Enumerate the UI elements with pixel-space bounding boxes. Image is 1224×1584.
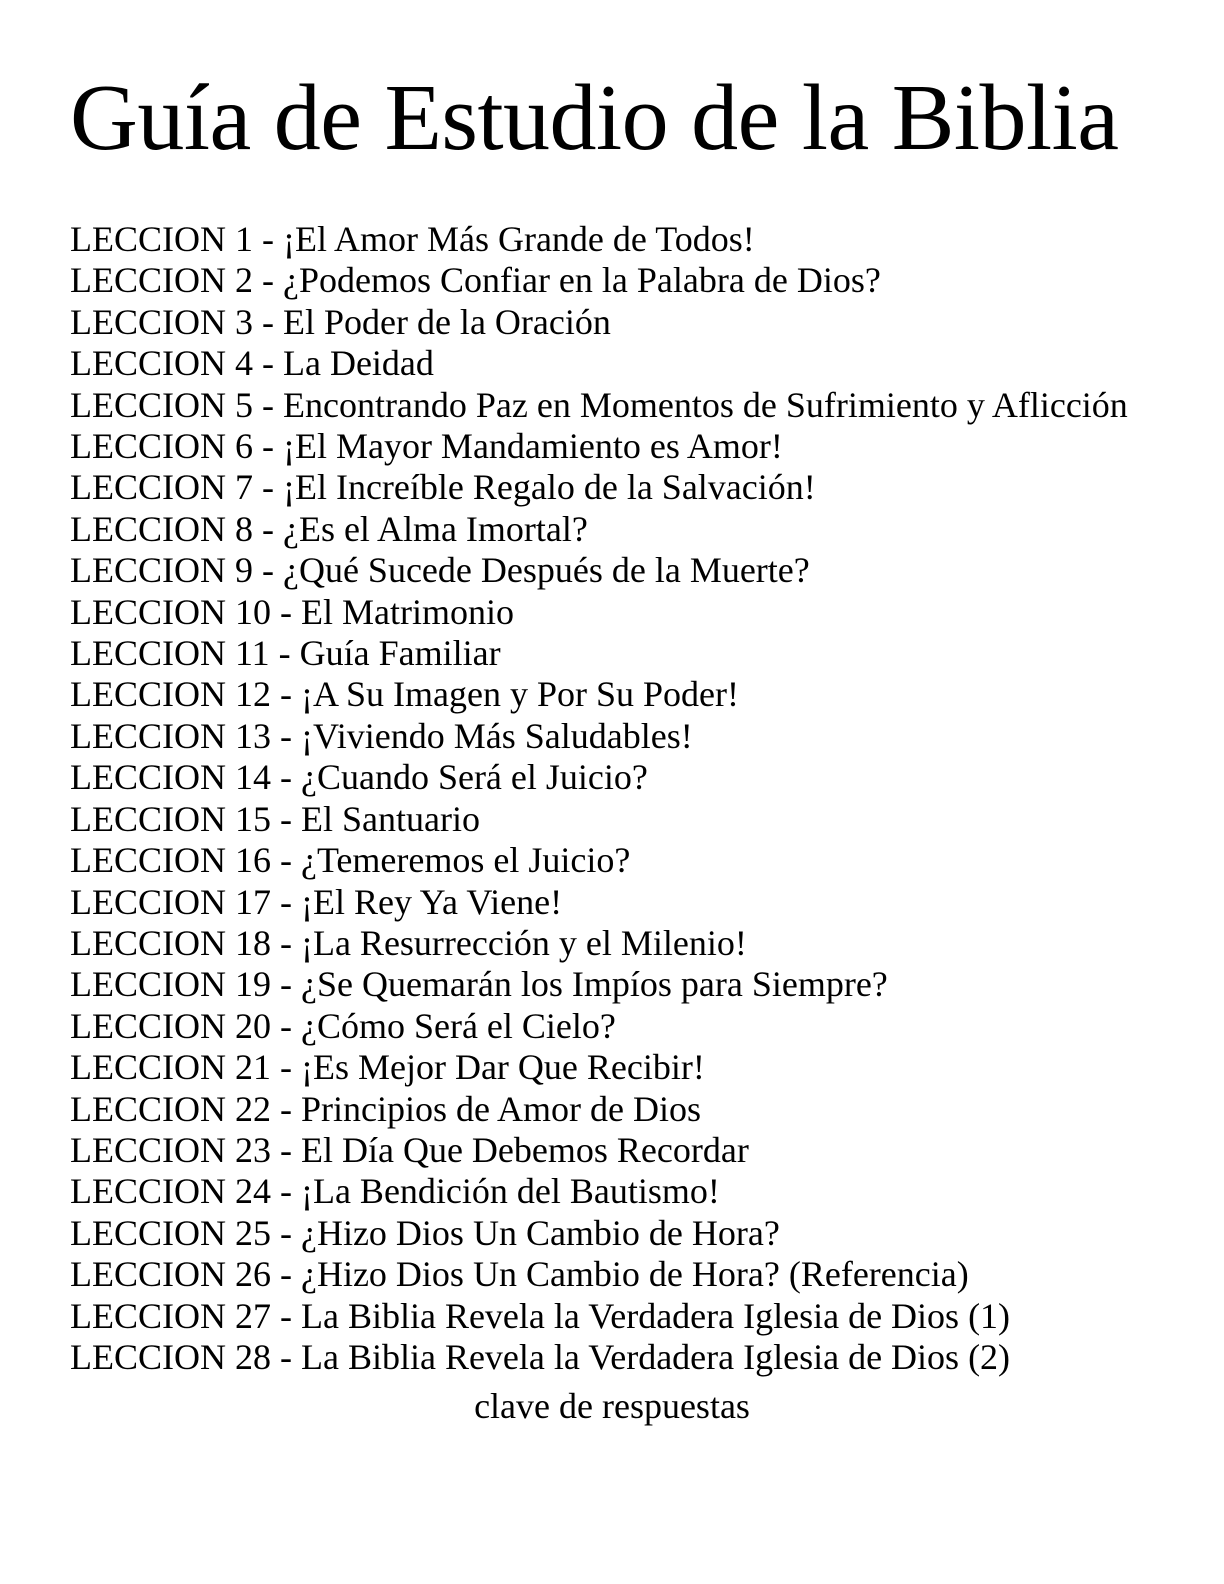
lesson-item: LECCION 26 - ¿Hizo Dios Un Cambio de Hora? (Referencia) — [70, 1254, 969, 1295]
lesson-item: LECCION 24 - ¡La Bendición del Bautismo! — [70, 1171, 720, 1212]
lesson-item: LECCION 10 - El Matrimonio — [70, 591, 514, 632]
lesson-item: LECCION 9 - ¿Qué Sucede Después de la Muerte? — [70, 550, 810, 591]
lesson-item: LECCION 13 - ¡Viviendo Más Saludables! — [70, 715, 693, 756]
lesson-item: LECCION 8 - ¿Es el Alma Imortal? — [70, 508, 588, 549]
lesson-item: LECCION 28 - La Biblia Revela la Verdadera Iglesia de Dios (2) — [70, 1336, 1011, 1377]
lesson-item: LECCION 2 - ¿Podemos Confiar en la Palabra de Dios? — [70, 260, 881, 301]
lesson-item: LECCION 7 - ¡El Increíble Regalo de la Salvación! — [70, 467, 816, 508]
lesson-item: LECCION 4 - La Deidad — [70, 343, 434, 384]
lesson-item: LECCION 15 - El Santuario — [70, 798, 480, 839]
lesson-list — [0, 219, 1224, 1378]
lesson-item: LECCION 1 - ¡El Amor Más Grande de Todos! — [70, 219, 755, 259]
lesson-item: LECCION 17 - ¡El Rey Ya Viene! — [70, 881, 563, 922]
answer-key-label: clave de respuestas — [474, 1386, 750, 1427]
lesson-item: LECCION 27 - La Biblia Revela la Verdadera Iglesia de Dios (1) — [70, 1295, 1011, 1336]
lesson-item: LECCION 22 - Principios de Amor de Dios — [70, 1088, 701, 1129]
lesson-item: LECCION 11 - Guía Familiar — [70, 633, 501, 674]
lesson-item: LECCION 25 - ¿Hizo Dios Un Cambio de Hora? — [70, 1212, 780, 1253]
lesson-item: LECCION 18 - ¡La Resurrección y el Milenio! — [70, 922, 747, 963]
lesson-item: LECCION 19 - ¿Se Quemarán los Impíos para Siempre? — [70, 964, 888, 1005]
lesson-item: LECCION 23 - El Día Que Debemos Recordar — [70, 1129, 749, 1170]
lesson-item: LECCION 16 - ¿Temeremos el Juicio? — [70, 840, 631, 881]
lesson-item: LECCION 12 - ¡A Su Imagen y Por Su Poder! — [70, 674, 739, 715]
page-title: Guía de Estudio de la Biblia — [70, 66, 1119, 170]
lesson-item: LECCION 14 - ¿Cuando Será el Juicio? — [70, 757, 648, 798]
lesson-item: LECCION 6 - ¡El Mayor Mandamiento es Amor! — [70, 426, 783, 467]
lesson-item: LECCION 5 - Encontrando Paz en Momentos de Sufrimiento y Aflicción — [70, 384, 1128, 425]
lesson-item: LECCION 21 - ¡Es Mejor Dar Que Recibir! — [70, 1047, 705, 1088]
lesson-item: LECCION 3 - El Poder de la Oración — [70, 301, 611, 342]
lesson-item: LECCION 20 - ¿Cómo Será el Cielo? — [70, 1005, 616, 1046]
